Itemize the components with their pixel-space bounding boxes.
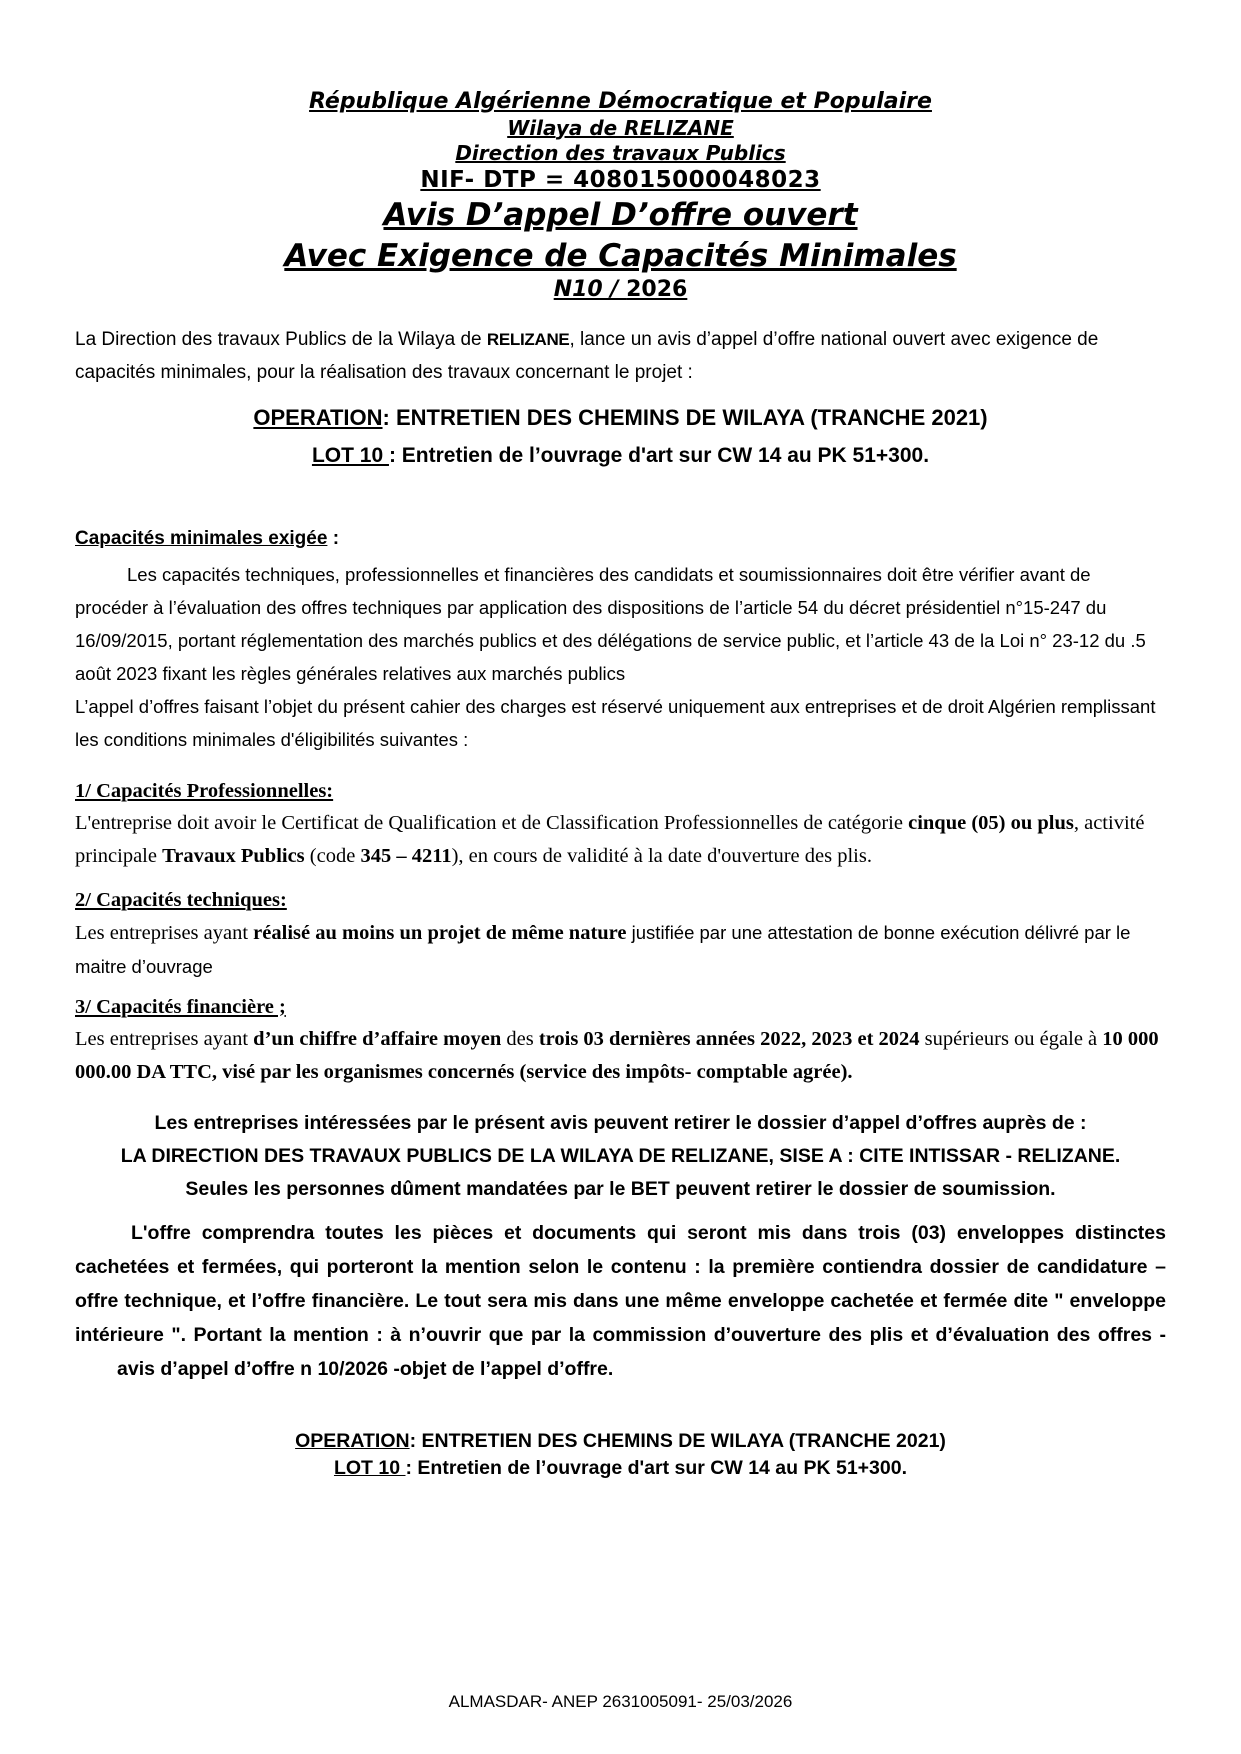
financial-turnover-label: d’un chiffre d’affaire moyen — [253, 1027, 502, 1050]
lot-label: LOT 10 — [311, 443, 389, 467]
intro-wilaya-name: RELIZANE — [486, 329, 570, 349]
capacities-heading-text: Capacités minimales exigée — [75, 527, 328, 549]
lot-text: : Entretien de l’ouvrage d'art sur CW 14 au PK 51+300. — [388, 443, 930, 467]
lot-heading-repeat — [75, 1457, 1166, 1480]
envelope-text-1: L'offre comprendra toutes les pièces et documents qui seront mis dans trois (03) enveloppes distinctes cachetées et fermées, qui porteront la mention selon le contenu : la première contiendra dossier de candidature –offre technique, et l’offre financière. Le tout sera mis dans une même enveloppe cachetée et fermée dite " enveloppe intérieure ". Portant la mention : à n’ouvrir que par la commission d’ouverture des plis et d’évaluation des offres - — [75, 1221, 1166, 1346]
capacities-paragraph-2: L’appel d’offres faisant l’objet du présent cahier des charges est réservé uniquement aux entreprises et de droit Algérien remplissant les conditions minimales d'éligibilités suivantes : — [75, 695, 1156, 750]
professional-code-value: 345 – 4211 — [360, 844, 452, 867]
retrieval-block — [75, 1107, 1166, 1206]
financial-seg-3: des — [501, 1027, 539, 1050]
notice-number-prefix: N10 / — [553, 276, 627, 302]
operation-text: : ENTRETIEN DES CHEMINS DE WILAYA (TRANCHE 2021) — [382, 404, 988, 430]
operation-heading-repeat — [75, 1430, 1166, 1453]
technical-seg-1: Les entreprises ayant — [75, 921, 254, 944]
retrieval-line-1: Les entreprises intéressées par le présent avis peuvent retirer le dossier d’appel d’offres auprès de : — [154, 1111, 1087, 1134]
lot-heading — [75, 444, 1166, 468]
professional-seg-1: L'entreprise doit avoir le Certificat de Qualification et de Classification Professionnelles de catégorie — [75, 811, 909, 834]
professional-seg-5: (code — [304, 844, 361, 867]
professional-category-value: cinque (05) ou plus — [908, 811, 1074, 834]
technical-capacities-paragraph — [75, 916, 1166, 984]
nif-line: NIF- DTP = 408015000048023 — [420, 166, 821, 193]
envelope-paragraph — [75, 1216, 1166, 1386]
publication-footer: ALMASDAR- ANEP 2631005091- 25/03/2026 — [448, 1692, 793, 1711]
retrieval-line-3: Seules les personnes dûment mandatées par le BET peuvent retirer le dossier de soumission. — [185, 1177, 1056, 1200]
financial-seg-1: Les entreprises ayant — [75, 1027, 254, 1050]
operation-repeat-label: OPERATION — [295, 1429, 410, 1452]
operation-heading — [75, 405, 1166, 431]
capacities-heading — [75, 528, 1166, 550]
financial-capacities-paragraph — [75, 1023, 1166, 1089]
professional-seg-3: , activité principale — [75, 811, 1145, 867]
financial-seg-5: supérieurs ou égale à — [919, 1027, 1103, 1050]
retrieval-address-line: LA DIRECTION DES TRAVAUX PUBLICS DE LA WILAYA DE RELIZANE, SISE A : CITE INTISSAR - RELIZANE. — [120, 1144, 1121, 1167]
wilaya-line: Wilaya de RELIZANE — [507, 115, 734, 140]
professional-activity-value: Travaux Publics — [162, 844, 305, 867]
lot-repeat-text: : Entretien de l’ouvrage d'art sur CW 14 au PK 51+300. — [405, 1456, 908, 1479]
technical-seg-3: justifiée par une attestation de bonne exécution délivré par le maitre d’ouvrage — [75, 921, 1131, 977]
notice-number-year: 2026 — [626, 276, 688, 302]
operation-repeat-text: : ENTRETIEN DES CHEMINS DE WILAYA (TRANCHE 2021) — [409, 1429, 946, 1452]
republic-line: République Algérienne Démocratique et Populaire — [309, 89, 932, 114]
direction-line: Direction des travaux Publics — [455, 140, 786, 165]
professional-seg-7: ), en cours de validité à la date d'ouverture des plis. — [451, 844, 872, 867]
technical-requirement-value: réalisé au moins un projet de même nature — [253, 921, 627, 944]
intro-text-1: La Direction des travaux Publics de la Wilaya de — [75, 328, 487, 350]
notice-title-line2: Avec Exigence de Capacités Minimales — [284, 237, 957, 274]
intro-paragraph — [75, 323, 1166, 389]
technical-capacities-heading: 2/ Capacités techniques: — [75, 888, 287, 911]
envelope-text-2: avis d’appel d’offre n 10/2026 -objet de l’appel d’offre. — [117, 1357, 614, 1380]
capacities-paragraph-1: Les capacités techniques, professionnelles et financières des candidats et soumissionnaires doit être vérifier avant de procéder à l’évaluation des offres techniques par application des dispositions de l’article 54 du décret présidentiel n°15-247 du 16/09/2015, portant réglementation des marchés publics et des délégations de service public, et l’article 43 de la Loi n° 23-12 du .5 août 2023 fixant les règles générales relatives aux marchés publics — [75, 563, 1146, 684]
operation-label: OPERATION — [253, 404, 383, 430]
intro-text-2: , lance un avis d’appel d’offre national ouvert avec exigence de capacités minimales, pour la réalisation des travaux concernant le projet : — [75, 328, 1099, 383]
capacities-heading-colon: : — [327, 527, 340, 549]
professional-capacities-heading: 1/ Capacités Professionnelles: — [75, 779, 334, 802]
professional-capacities-paragraph — [75, 807, 1166, 873]
financial-years-value: trois 03 dernières années 2022, 2023 et 2024 — [538, 1027, 920, 1050]
notice-number — [75, 276, 1166, 305]
lot-repeat-label: LOT 10 — [333, 1456, 406, 1479]
financial-amount-value: 10 000 000.00 DA TTC, visé par les organismes concernés (service des impôts- comptable agrée). — [75, 1027, 1159, 1083]
notice-title-line1: Avis D’appel D’offre ouvert — [383, 197, 858, 234]
financial-capacities-heading: 3/ Capacités financière ; — [75, 995, 286, 1018]
document-header — [75, 88, 1166, 305]
